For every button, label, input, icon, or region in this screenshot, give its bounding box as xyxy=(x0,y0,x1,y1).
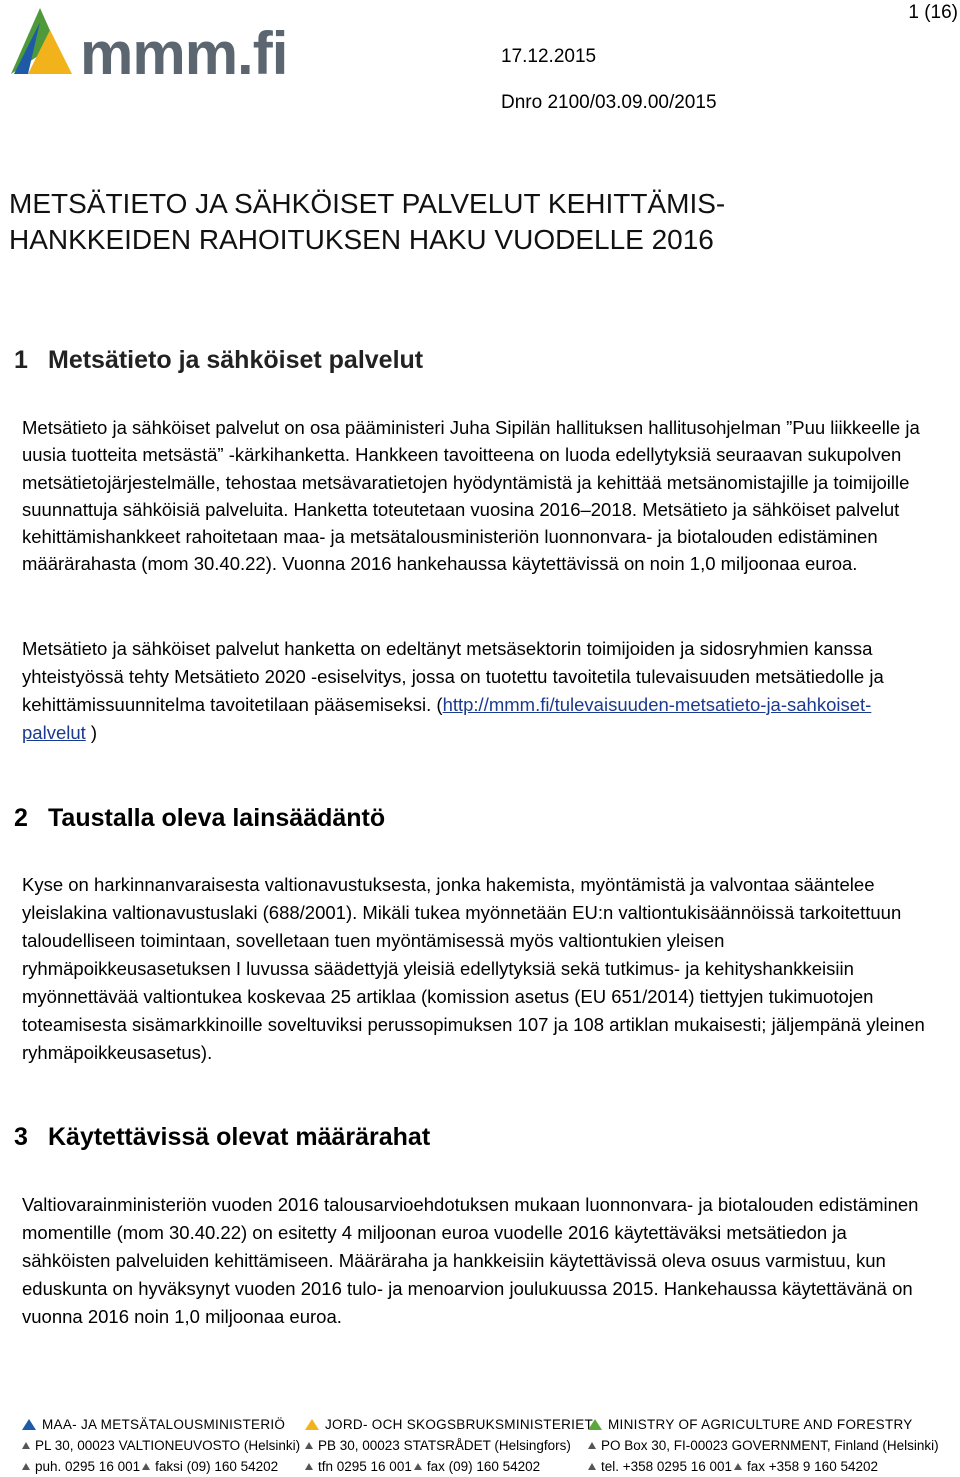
footer-fax: fax +358 9 160 54202 xyxy=(747,1459,878,1474)
footer-fax: faksi (09) 160 54202 xyxy=(155,1459,279,1474)
triangle-icon xyxy=(414,1463,422,1470)
footer-ministry-name: MINISTRY OF AGRICULTURE AND FORESTRY xyxy=(608,1417,913,1432)
triangle-icon xyxy=(588,1463,596,1470)
section-1-number: 1 xyxy=(14,346,28,374)
footer-address: PO Box 30, FI-00023 GOVERNMENT, Finland (Helsinki) xyxy=(601,1438,939,1453)
section-2-number: 2 xyxy=(14,804,28,832)
section-3-number: 3 xyxy=(14,1123,28,1151)
section-1-paragraph-2-end: ) xyxy=(85,722,98,743)
footer-fax: fax (09) 160 54202 xyxy=(426,1459,541,1474)
footer-swedish xyxy=(303,1414,593,1477)
triangle-icon xyxy=(22,1442,30,1449)
triangle-icon xyxy=(22,1463,30,1470)
footer-phone: puh. 0295 16 001 xyxy=(35,1459,141,1474)
document-reference: Dnro 2100/03.09.00/2015 xyxy=(501,92,717,113)
document-date: 17.12.2015 xyxy=(501,46,597,67)
triangle-icon xyxy=(305,1442,313,1449)
section-2-heading xyxy=(14,804,385,833)
section-2-paragraph-1: Kyse on harkinnanvaraisesta valtionavustuksesta, jonka hakemista, myöntämistä ja valvontaa sääntelee yleislakina valtionavustuslaki (688/2001). Mikäli tukea myönnetään EU:n valtiontukisäännöissä tarkoitettuun taloudelliseen toimintaan, sovelletaan tuen myöntämisessä myös valtiontukien yleisen ryhmäpoikkeusasetuksen I luvussa säädettyjä yleisiä edellytyksiä sekä tutkimus- ja kehityshankkeisiin myönnettävää valtiontukea koskevaa 25 artiklaa (komission asetus (EU 651/2014) tiettyjen tukimuotojen toteamisesta sisämarkkinoille soveltuviksi perussopimuksen 107 ja 108 artiklan mukaisesti; jäljempänä yleinen ryhmäpoikkeusasetus). xyxy=(22,874,925,1063)
document-title-line-2: HANKKEIDEN RAHOITUKSEN HAKU VUODELLE 2016 xyxy=(9,224,714,255)
triangle-icon xyxy=(142,1463,150,1470)
section-1-paragraph-2 xyxy=(22,635,934,747)
footer-finnish xyxy=(20,1414,300,1477)
triangle-icon xyxy=(305,1463,313,1470)
tulevaisuuden-metsatieto-link[interactable]: http://mmm.fi/tulevaisuuden-metsatieto-ja-sahkoiset-palvelut xyxy=(22,694,872,743)
mmm-logo xyxy=(6,4,296,78)
triangle-icon xyxy=(588,1419,602,1430)
logo-text: mmm.fi xyxy=(80,20,288,78)
footer-phone: tfn 0295 16 001 xyxy=(318,1459,412,1474)
document-title xyxy=(9,186,909,258)
footer-address: PL 30, 00023 VALTIONEUVOSTO (Helsinki) xyxy=(35,1438,301,1453)
section-3-heading xyxy=(14,1123,430,1152)
mmm-logo-graphic xyxy=(6,4,296,78)
page-number: 1 (16) xyxy=(908,2,958,23)
section-2-title: Taustalla oleva lainsäädäntö xyxy=(48,804,386,832)
section-1-paragraph-1: Metsätieto ja sähköiset palvelut on osa pääministeri Juha Sipilän hallituksen hallitusohjelman ”Puu liikkeelle ja uusia tuotteita metsästä” -kärkihanketta. Hankkeen tavoitteena on luoda edellytyksiä seuraavan sukupolven metsätietojärjestelmälle, tehostaa metsävaratietojen hyödyntämistä ja kehittää metsänomistajille ja toimijoille suunnattuja sähköisiä palveluita. Hanketta toteutetaan vuosina 2016–2018. Metsätieto ja sähköiset palvelut kehittämishankkeet rahoitetaan maa- ja metsätalousministeriön luonnonvara- ja biotalouden edistäminen määrärahasta (mom 30.40.22). Vuonna 2016 hankehaussa käytettävissä on noin 1,0 miljoonaa euroa. xyxy=(22,417,920,575)
triangle-icon xyxy=(588,1442,596,1449)
footer-english xyxy=(586,1414,939,1477)
triangle-icon xyxy=(22,1419,36,1430)
section-1-paragraph-2-text: Metsätieto ja sähköiset palvelut hanketta on edeltänyt metsäsektorin toimijoiden ja sidosryhmien kanssa yhteistyössä tehty Metsätieto 2020 -esiselvitys, jossa on tuotettu tavoitetila tulevaisuuden metsätiedolle ja kehittämissuunnitelma tavoitetilaan pääsemiseksi. ( xyxy=(22,638,884,715)
footer-ministry-name: JORD- OCH SKOGSBRUKSMINISTERIET xyxy=(325,1417,594,1432)
section-1-title: Metsätieto ja sähköiset palvelut xyxy=(48,346,424,374)
footer-ministry-name: MAA- JA METSÄTALOUSMINISTERIÖ xyxy=(42,1417,286,1432)
document-title-line-1: METSÄTIETO JA SÄHKÖISET PALVELUT KEHITTÄMIS- xyxy=(9,188,726,219)
section-1-heading xyxy=(14,346,423,375)
footer-address: PB 30, 00023 STATSRÅDET (Helsingfors) xyxy=(318,1438,571,1453)
triangle-icon xyxy=(734,1463,742,1470)
triangle-icon xyxy=(305,1419,319,1430)
section-3-title: Käytettävissä olevat määrärahat xyxy=(48,1123,431,1151)
footer-phone: tel. +358 0295 16 001 xyxy=(601,1459,732,1474)
section-3-paragraph-1: Valtiovarainministeriön vuoden 2016 talousarvioehdotuksen mukaan luonnonvara- ja biotalouden edistäminen momentille (mom 30.40.22) on esitetty 4 miljoonan euroa vuodelle 2016 käytettäväksi metsätiedon ja sähköisten palveluiden kehittämiseen. Määräraha ja hankkeisiin käytettävissä oleva osuus varmistuu, kun eduskunta on hyväksynyt vuoden 2016 tulo- ja menoarvion joulukuussa 2015. Hankehaussa käytettävänä on vuonna 2016 noin 1,0 miljoonaa euroa. xyxy=(22,1194,919,1327)
